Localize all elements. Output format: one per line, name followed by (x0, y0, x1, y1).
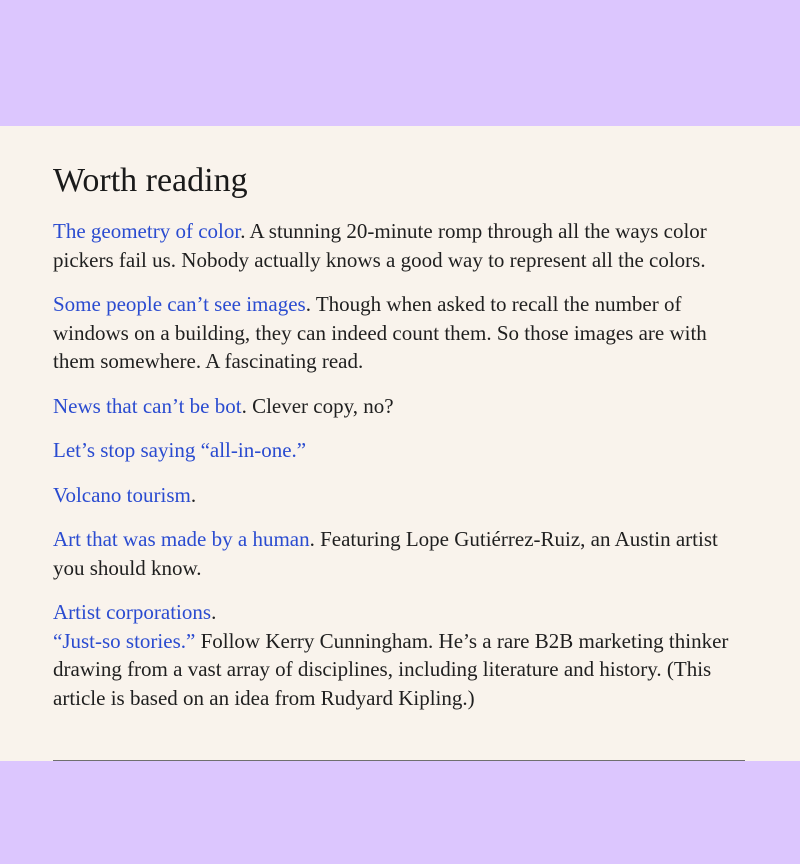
article-link[interactable]: Some people can’t see images (53, 292, 306, 316)
newsletter-card (0, 126, 800, 761)
article-description: Follow Kerry Cunningham. He’s a rare B2B marketing thinker drawing from a vast array of disciplines, including literature and history. (This article is based on an idea from Rudyard Kipling.) (53, 628, 729, 710)
article-description: . (211, 600, 217, 624)
list-item (53, 217, 745, 274)
article-description: . Though when asked to recall the number of windows on a building, they can indeed count them. So those images are with them somewhere. A fascinating read. (53, 292, 707, 373)
article-link[interactable]: Art that was made by a human (53, 527, 310, 551)
section-heading: Worth reading (53, 162, 248, 199)
article-link[interactable]: News that can’t be bot (53, 393, 242, 418)
article-link[interactable]: Artist corporations (53, 600, 212, 624)
list-item (53, 598, 745, 627)
divider (53, 760, 745, 761)
article-description: . A stunning 20-minute romp through all the ways color pickers fail us. Nobody actually knows a good way to represent all the colors. (53, 219, 707, 272)
list-item (53, 525, 745, 582)
list-item (53, 392, 745, 421)
list-item (53, 290, 745, 376)
reading-list (53, 217, 745, 728)
list-item (53, 436, 745, 465)
article-description: . Featuring Lope Gutiérrez-Ruiz, an Austin artist you should know. (53, 527, 718, 580)
article-link[interactable]: Volcano tourism (53, 482, 191, 507)
article-link[interactable]: “Just-so stories.” (53, 628, 196, 653)
article-description: . Clever copy, no? (241, 393, 394, 418)
article-link[interactable]: The geometry of color (53, 219, 241, 243)
list-item (53, 627, 745, 713)
article-description: . (190, 482, 197, 507)
list-item (53, 481, 745, 510)
article-link[interactable]: Let’s stop saying “all-in-one.” (53, 438, 307, 462)
